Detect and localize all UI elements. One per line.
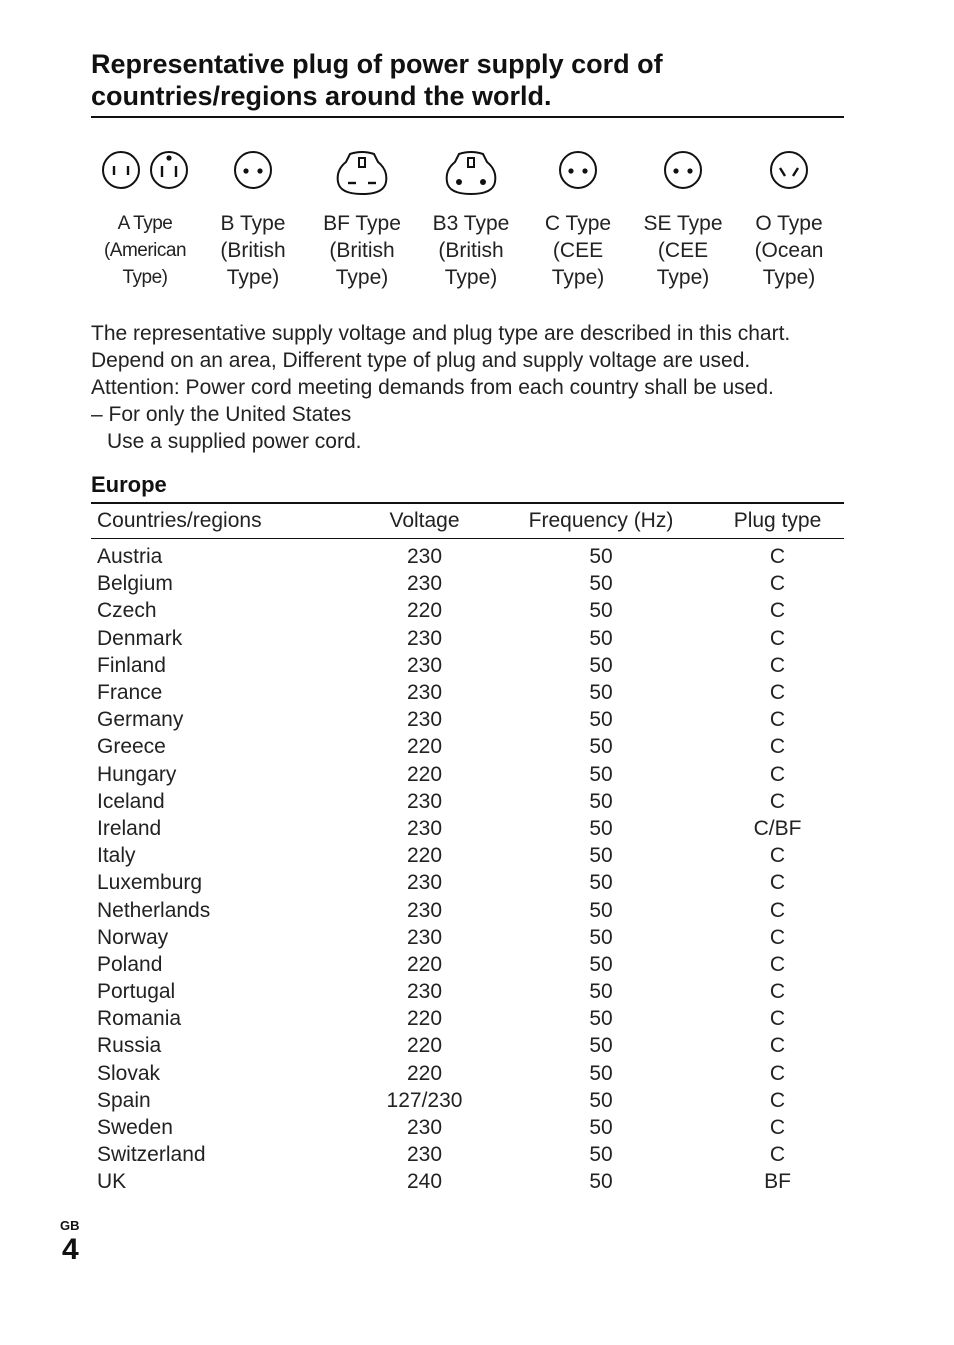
plug-type-o (744, 148, 834, 291)
intro-line: Depend on an area, Different type of plug and supply voltage are used. (91, 349, 751, 372)
column-header-voltage: Voltage (358, 503, 491, 539)
cell-voltage: 230 (406, 898, 443, 922)
cell-plug-type: C (769, 871, 786, 895)
cell-frequency: 50 (589, 1007, 613, 1031)
cell-frequency: 50 (589, 925, 613, 949)
cell-frequency: 50 (589, 708, 613, 732)
table-row (91, 597, 844, 624)
plug-type-suffix: Type) (122, 267, 168, 288)
table-row (91, 706, 844, 733)
cell-plug-type: C (769, 572, 786, 596)
plug-type-suffix: Type) (335, 266, 389, 289)
cell-plug-type: C (769, 1088, 786, 1112)
cell-country: Norway (97, 925, 169, 949)
title-line-2: countries/regions around the world. (91, 81, 552, 111)
cell-plug-type: C (769, 735, 786, 759)
plug-type-origin: (British (220, 239, 286, 262)
cell-country: Belgium (97, 572, 173, 596)
cell-voltage: 230 (406, 1143, 443, 1167)
table-row (91, 1005, 844, 1032)
intro-text (91, 320, 861, 455)
table-row (91, 1060, 844, 1087)
cell-plug-type: C/BF (753, 816, 802, 840)
cell-country: Germany (97, 708, 184, 732)
cell-voltage: 220 (406, 1007, 443, 1031)
plug-type-b3 (424, 148, 518, 291)
plug-type-origin: (CEE (657, 239, 709, 262)
cell-plug-type: C (769, 925, 786, 949)
cell-country: Romania (97, 1007, 182, 1031)
cell-plug-type: C (769, 1143, 786, 1167)
cell-plug-type: C (769, 844, 786, 868)
cell-frequency: 50 (589, 1143, 613, 1167)
cell-voltage: 230 (406, 1116, 443, 1140)
table-row (91, 924, 844, 951)
table-row (91, 679, 844, 706)
plug-type-origin: (CEE (552, 239, 604, 262)
plug-type-suffix: Type) (444, 266, 498, 289)
cell-plug-type: C (769, 626, 786, 650)
table-row (91, 1168, 844, 1195)
plug-type-origin: (British (438, 239, 504, 262)
table-row (91, 1087, 844, 1114)
plug-types-row (90, 148, 850, 298)
cell-voltage: 230 (406, 626, 443, 650)
cell-country: Finland (97, 653, 166, 677)
cell-country: Austria (97, 545, 163, 569)
cell-voltage: 230 (406, 572, 443, 596)
table-body (91, 539, 844, 1196)
table-row (91, 761, 844, 788)
b3-type-plug-icon (443, 148, 499, 196)
plug-type-suffix: Type) (656, 266, 710, 289)
page-footer (60, 1218, 80, 1266)
column-header-frequency: Frequency (Hz) (491, 503, 711, 539)
cell-frequency: 50 (589, 980, 613, 1004)
cell-frequency: 50 (589, 599, 613, 623)
cell-plug-type: C (769, 599, 786, 623)
cell-plug-type: C (769, 898, 786, 922)
plug-type-se (638, 148, 728, 291)
cell-plug-type: C (769, 1007, 786, 1031)
table-row (91, 652, 844, 679)
o-type-plug-icon (769, 148, 809, 190)
cell-country: Hungary (97, 762, 177, 786)
table-row (91, 570, 844, 597)
cell-frequency: 50 (589, 1170, 613, 1194)
a-type-grounded-plug-icon (149, 148, 189, 190)
plug-type-name: O Type (755, 212, 823, 235)
cell-frequency: 50 (589, 952, 613, 976)
cell-frequency: 50 (589, 789, 613, 813)
c-type-plug-icon (558, 148, 598, 190)
voltage-table (91, 502, 844, 1196)
cell-frequency: 50 (589, 1116, 613, 1140)
table-row (91, 733, 844, 760)
cell-voltage: 220 (406, 735, 443, 759)
cell-plug-type: C (769, 1034, 786, 1058)
cell-country: Switzerland (97, 1143, 206, 1167)
cell-voltage: 230 (406, 708, 443, 732)
cell-country: Poland (97, 952, 163, 976)
cell-country: Denmark (97, 626, 183, 650)
plug-type-a (98, 148, 192, 291)
table-row (91, 788, 844, 815)
plug-type-name: C Type (544, 212, 612, 235)
cell-plug-type: C (769, 545, 786, 569)
cell-voltage: 230 (406, 816, 443, 840)
cell-voltage: 220 (406, 599, 443, 623)
cell-frequency: 50 (589, 1061, 613, 1085)
table-row (91, 539, 844, 571)
intro-line: The representative supply voltage and plug type are described in this chart. (91, 322, 791, 345)
region-code: GB (60, 1218, 80, 1233)
table-row (91, 625, 844, 652)
table-header-row (91, 503, 844, 539)
plug-type-suffix: Type) (762, 266, 816, 289)
cell-voltage: 230 (406, 980, 443, 1004)
cell-plug-type: C (769, 681, 786, 705)
cell-plug-type: BF (764, 1170, 791, 1194)
plug-type-name: B3 Type (432, 212, 510, 235)
cell-country: Greece (97, 735, 166, 759)
cell-voltage: 240 (406, 1170, 443, 1194)
table-row (91, 815, 844, 842)
cell-frequency: 50 (589, 1034, 613, 1058)
cell-country: Italy (97, 844, 136, 868)
column-header-plug-type: Plug type (711, 503, 844, 539)
cell-voltage: 230 (406, 871, 443, 895)
intro-line: Attention: Power cord meeting demands from each country shall be used. (91, 376, 774, 399)
plug-type-origin: (American (103, 240, 187, 261)
plug-type-suffix: Type) (226, 266, 280, 289)
cell-country: Iceland (97, 789, 165, 813)
cell-country: Sweden (97, 1116, 173, 1140)
plug-type-origin: (Ocean (754, 239, 824, 262)
cell-country: Spain (97, 1088, 151, 1112)
cell-country: Portugal (97, 980, 176, 1004)
cell-plug-type: C (769, 1061, 786, 1085)
cell-country: Slovak (97, 1061, 161, 1085)
cell-plug-type: C (769, 653, 786, 677)
cell-country: Luxemburg (97, 871, 203, 895)
cell-country: France (97, 681, 163, 705)
cell-plug-type: C (769, 1116, 786, 1140)
cell-country: Russia (97, 1034, 162, 1058)
plug-type-b (208, 148, 298, 291)
plug-type-name: BF Type (323, 212, 401, 235)
cell-voltage: 230 (406, 545, 443, 569)
cell-voltage: 220 (406, 844, 443, 868)
cell-voltage: 220 (406, 952, 443, 976)
cell-frequency: 50 (589, 681, 613, 705)
table-row (91, 978, 844, 1005)
cell-frequency: 50 (589, 816, 613, 840)
table-row (91, 896, 844, 923)
b-type-plug-icon (233, 148, 273, 190)
cell-voltage: 220 (406, 1061, 443, 1085)
plug-type-name: SE Type (643, 212, 723, 235)
cell-voltage: 230 (406, 925, 443, 949)
table-row (91, 1032, 844, 1059)
table-row (91, 1141, 844, 1168)
cell-frequency: 50 (589, 572, 613, 596)
cell-voltage: 230 (406, 681, 443, 705)
cell-frequency: 50 (589, 626, 613, 650)
plug-type-bf (316, 148, 408, 291)
page-number: 4 (62, 1233, 79, 1266)
cell-plug-type: C (769, 789, 786, 813)
title-divider (91, 116, 844, 118)
cell-frequency: 50 (589, 653, 613, 677)
column-header-country: Countries/regions (91, 503, 358, 539)
cell-frequency: 50 (589, 545, 613, 569)
table-row (91, 842, 844, 869)
bf-type-plug-icon (334, 148, 390, 196)
table-row (91, 1114, 844, 1141)
cell-voltage: 230 (406, 653, 443, 677)
plug-type-suffix: Type) (551, 266, 605, 289)
cell-frequency: 50 (589, 844, 613, 868)
cell-voltage: 127/230 (386, 1088, 463, 1112)
section-title: Europe (91, 472, 167, 497)
cell-frequency: 50 (589, 871, 613, 895)
cell-voltage: 220 (406, 1034, 443, 1058)
intro-line: Use a supplied power cord. (107, 430, 362, 453)
cell-voltage: 230 (406, 789, 443, 813)
title-line-1: Representative plug of power supply cord of (91, 49, 663, 79)
cell-country: Ireland (97, 816, 162, 840)
cell-frequency: 50 (589, 762, 613, 786)
cell-frequency: 50 (589, 1088, 613, 1112)
cell-plug-type: C (769, 952, 786, 976)
table-row (91, 951, 844, 978)
plug-type-c (536, 148, 620, 291)
cell-plug-type: C (769, 762, 786, 786)
plug-type-name: B Type (220, 212, 286, 235)
page-title (91, 48, 851, 112)
cell-country: UK (97, 1170, 127, 1194)
table-row (91, 869, 844, 896)
a-type-plug-icon (101, 148, 141, 190)
cell-plug-type: C (769, 980, 786, 1004)
cell-frequency: 50 (589, 898, 613, 922)
cell-country: Netherlands (97, 898, 211, 922)
cell-frequency: 50 (589, 735, 613, 759)
plug-type-origin: (British (329, 239, 395, 262)
cell-country: Czech (97, 599, 157, 623)
cell-voltage: 220 (406, 762, 443, 786)
se-type-plug-icon (663, 148, 703, 190)
cell-plug-type: C (769, 708, 786, 732)
plug-type-name: A Type (117, 213, 173, 234)
intro-line: – For only the United States (91, 403, 352, 426)
